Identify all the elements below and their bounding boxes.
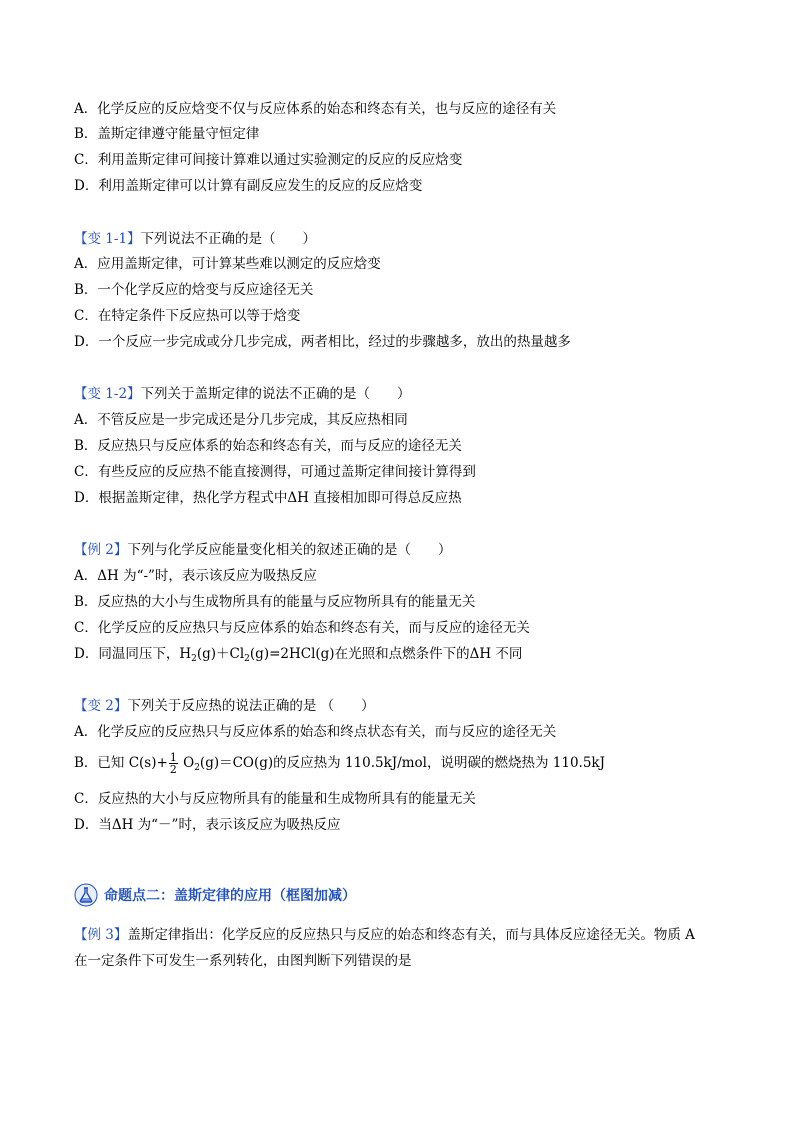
- question-stem: 下列关于盖斯定律的说法不正确的是（ ）: [140, 386, 411, 402]
- section-title-text: 命题点二：盖斯定律的应用（框图加减）: [104, 888, 356, 904]
- question-tag: 【变 1-1】: [74, 231, 141, 247]
- question-1-2-heading: [74, 385, 411, 403]
- fraction-numerator: 1: [169, 751, 177, 764]
- flask-icon: [74, 883, 98, 907]
- example-2-heading: [74, 541, 451, 559]
- question-tag: 【变 1-2】: [74, 386, 141, 402]
- question-1-2-option-b: B．反应热只与反应体系的始态和终态有关，而与反应的途径无关: [74, 438, 462, 454]
- option-text: O: [178, 755, 195, 771]
- question-stem: 下列关于反应热的说法正确的是 （ ）: [127, 698, 375, 714]
- question-1-1-option-d: D．一个反应一步完成或分几步完成，两者相比，经过的步骤越多，放出的热量越多: [74, 334, 571, 350]
- question-tag: 【例 3】: [74, 927, 128, 943]
- example-3-line-2: 在一定条件下可发生一系列转化，由图判断下列错误的是: [74, 953, 412, 969]
- subscript: 2: [244, 654, 250, 664]
- option-text: D．同温同压下，H: [74, 646, 192, 662]
- intro-option-b: B．盖斯定律遵守能量守恒定律: [74, 126, 260, 142]
- example-3-line-1: [74, 926, 695, 944]
- example-2-option-b: B．反应热的大小与生成物所具有的能量与反应物所具有的能量无关: [74, 594, 476, 610]
- fraction-denominator: 2: [169, 763, 177, 776]
- variant-2-option-c: C．反应热的大小与反应物所具有的能量和生成物所具有的能量无关: [74, 791, 476, 807]
- variant-2-option-b: [74, 750, 605, 781]
- intro-option-c: C．利用盖斯定律可间接计算难以通过实验测定的反应的反应焓变: [74, 152, 463, 168]
- option-text: (g)＋Cl: [196, 646, 245, 662]
- variant-2-option-d: D．当ΔH 为“－”时，表示该反应为吸热反应: [74, 817, 341, 833]
- option-text: B．已知 C(s)+: [74, 755, 168, 771]
- fraction: [169, 752, 178, 775]
- question-stem: 下列与化学反应能量变化相关的叙述正确的是（ ）: [127, 542, 452, 558]
- variant-2-heading: [74, 697, 375, 715]
- example-2-option-c: C．化学反应的反应热只与反应体系的始态和终态有关，而与反应的途径无关: [74, 620, 530, 636]
- question-stem: 盖斯定律指出：化学反应的反应热只与反应的始态和终态有关，而与具体反应途径无关。物质 A: [127, 927, 695, 943]
- question-tag: 【例 2】: [74, 542, 128, 558]
- intro-option-a: A．化学反应的反应焓变不仅与反应体系的始态和终态有关，也与反应的途径有关: [74, 101, 557, 117]
- option-text: (g)＝CO(g)的反应热为 110.5kJ/mol，说明碳的燃烧热为 110.5kJ: [199, 755, 606, 771]
- subscript: 2: [191, 654, 197, 664]
- example-2-option-a: A．ΔH 为“-”时，表示该反应为吸热反应: [74, 568, 317, 584]
- question-1-2-option-c: C．有些反应的反应热不能直接测得，可通过盖斯定律间接计算得到: [74, 464, 476, 480]
- subscript: 2: [194, 763, 200, 773]
- intro-option-d: D．利用盖斯定律可以计算有副反应发生的反应的反应焓变: [74, 178, 423, 194]
- option-text: (g)=2HCl(g)在光照和点燃条件下的ΔH 不同: [249, 646, 523, 662]
- variant-2-option-a: A．化学反应的反应热只与反应体系的始态和终点状态有关，而与反应的途径无关: [74, 724, 557, 740]
- question-1-1-option-a: A．应用盖斯定律，可计算某些难以测定的反应焓变: [74, 256, 381, 272]
- section-heading: [74, 883, 356, 907]
- question-tag: 【变 2】: [74, 698, 128, 714]
- question-1-1-heading: [74, 230, 316, 248]
- question-1-1-option-c: C．在特定条件下反应热可以等于焓变: [74, 308, 301, 324]
- question-1-1-option-b: B．一个化学反应的焓变与反应途径无关: [74, 282, 314, 298]
- question-1-2-option-d: D．根据盖斯定律，热化学方程式中ΔH 直接相加即可得总反应热: [74, 490, 462, 506]
- example-2-option-d: [74, 645, 522, 668]
- question-1-2-option-a: A．不管反应是一步完成还是分几步完成，其反应热相同: [74, 412, 408, 428]
- question-stem: 下列说法不正确的是（ ）: [140, 231, 317, 247]
